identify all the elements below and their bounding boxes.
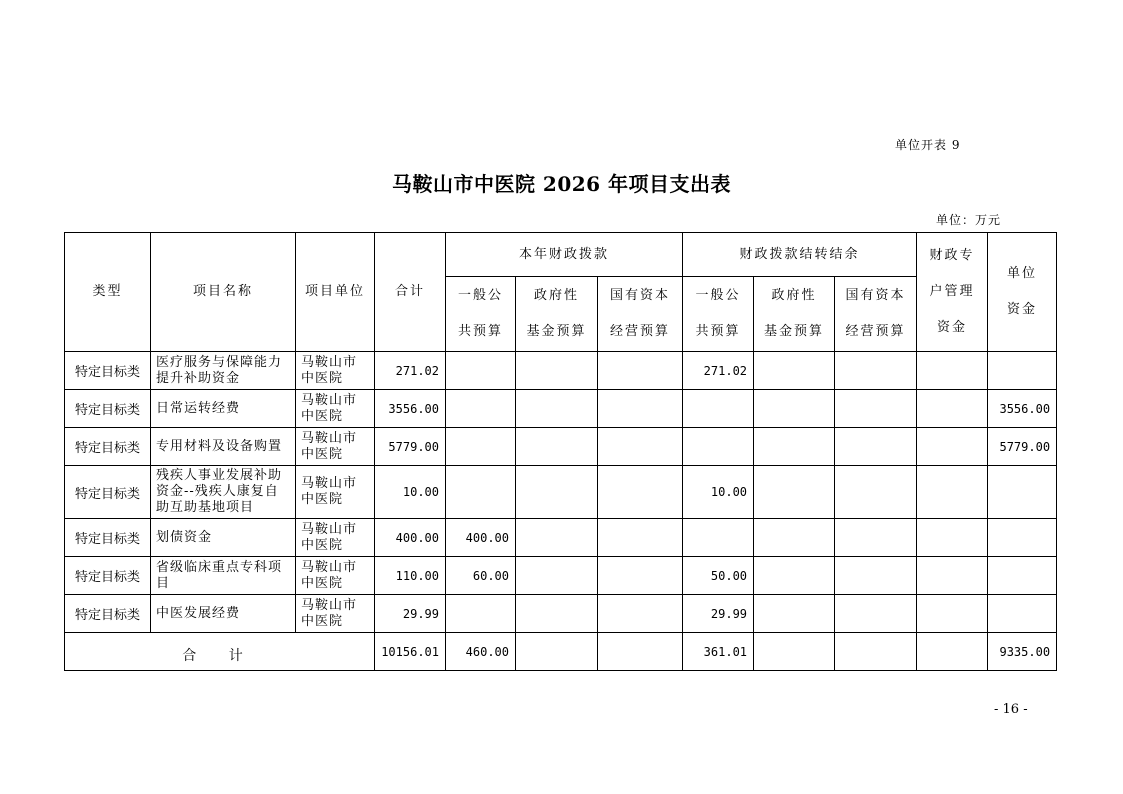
row-total: 271.02: [375, 352, 446, 390]
row-co-state: [835, 428, 917, 466]
row-co-gov: [754, 595, 835, 633]
header-type: 类型: [65, 233, 151, 352]
table-row: [65, 352, 1057, 390]
row-cy-general: [446, 352, 516, 390]
header-co-state-capital: 国有资本 经营预算: [835, 277, 917, 352]
header-project-name: 项目名称: [151, 233, 296, 352]
row-co-state: [835, 466, 917, 519]
table-row: [65, 390, 1057, 428]
row-project-name: 省级临床重点专科项目: [151, 557, 296, 595]
totals-co-gov: [754, 633, 835, 671]
row-co-gov: [754, 352, 835, 390]
row-cy-gov: [516, 390, 598, 428]
row-cy-general: [446, 390, 516, 428]
row-co-gov: [754, 466, 835, 519]
row-cy-general: 60.00: [446, 557, 516, 595]
row-special: [917, 519, 988, 557]
totals-unit-funds: 9335.00: [988, 633, 1057, 671]
totals-co-state: [835, 633, 917, 671]
row-special: [917, 352, 988, 390]
row-project-unit: 马鞍山市中医院: [296, 595, 375, 633]
header-co-gov-fund: 政府性 基金预算: [754, 277, 835, 352]
row-co-general: 10.00: [683, 466, 754, 519]
row-co-state: [835, 352, 917, 390]
row-type: 特定目标类: [65, 557, 151, 595]
row-type: 特定目标类: [65, 428, 151, 466]
row-cy-general: [446, 466, 516, 519]
page-number: - 16 -: [994, 702, 1028, 717]
totals-cy-general: 460.00: [446, 633, 516, 671]
row-cy-general: [446, 428, 516, 466]
row-cy-state: [598, 352, 683, 390]
row-co-gov: [754, 519, 835, 557]
row-cy-state: [598, 390, 683, 428]
table-row: [65, 595, 1057, 633]
table-row: [65, 428, 1057, 466]
row-co-general: 29.99: [683, 595, 754, 633]
row-project-unit: 马鞍山市中医院: [296, 352, 375, 390]
row-project-name: 医疗服务与保障能力提升补助资金: [151, 352, 296, 390]
row-cy-state: [598, 519, 683, 557]
page-title: 马鞍山市中医院 2026 年项目支出表: [391, 172, 732, 196]
row-cy-state: [598, 557, 683, 595]
header-special-account: 财政专 户管理 资金: [917, 233, 988, 352]
row-co-general: 50.00: [683, 557, 754, 595]
row-co-general: [683, 390, 754, 428]
row-cy-state: [598, 466, 683, 519]
form-number: 单位开表 9: [895, 138, 961, 152]
totals-cy-gov: [516, 633, 598, 671]
header-cy-state-capital: 国有资本 经营预算: [598, 277, 683, 352]
header-cy-general: 一般公 共预算: [446, 277, 516, 352]
totals-co-general: 361.01: [683, 633, 754, 671]
row-co-state: [835, 390, 917, 428]
row-project-name: 划债资金: [151, 519, 296, 557]
row-total: 400.00: [375, 519, 446, 557]
row-project-name: 中医发展经费: [151, 595, 296, 633]
row-special: [917, 466, 988, 519]
row-cy-gov: [516, 466, 598, 519]
row-project-name: 日常运转经费: [151, 390, 296, 428]
row-project-unit: 马鞍山市中医院: [296, 557, 375, 595]
row-cy-gov: [516, 352, 598, 390]
row-co-gov: [754, 428, 835, 466]
row-cy-gov: [516, 519, 598, 557]
row-unit-funds: [988, 595, 1057, 633]
table-row: [65, 466, 1057, 519]
header-total: 合计: [375, 233, 446, 352]
table-row: [65, 519, 1057, 557]
project-expenditure-table: [64, 232, 1057, 671]
row-total: 110.00: [375, 557, 446, 595]
row-type: 特定目标类: [65, 390, 151, 428]
row-co-state: [835, 519, 917, 557]
row-cy-general: [446, 595, 516, 633]
row-project-name: 残疾人事业发展补助资金--残疾人康复自助互助基地项目: [151, 466, 296, 519]
row-co-state: [835, 557, 917, 595]
header-unit-funds: 单位 资金: [988, 233, 1057, 352]
row-project-name: 专用材料及设备购置: [151, 428, 296, 466]
row-cy-general: 400.00: [446, 519, 516, 557]
totals-row: [65, 633, 1057, 671]
row-co-gov: [754, 557, 835, 595]
row-unit-funds: [988, 466, 1057, 519]
row-special: [917, 557, 988, 595]
row-cy-gov: [516, 428, 598, 466]
row-type: 特定目标类: [65, 595, 151, 633]
row-cy-gov: [516, 595, 598, 633]
row-project-unit: 马鞍山市中医院: [296, 466, 375, 519]
totals-label: 合 计: [65, 633, 375, 671]
row-type: 特定目标类: [65, 519, 151, 557]
row-co-state: [835, 595, 917, 633]
row-special: [917, 595, 988, 633]
totals-cy-state: [598, 633, 683, 671]
row-cy-state: [598, 428, 683, 466]
row-total: 10.00: [375, 466, 446, 519]
totals-special: [917, 633, 988, 671]
row-special: [917, 390, 988, 428]
header-current-year-group: 本年财政拨款: [446, 233, 683, 277]
row-cy-gov: [516, 557, 598, 595]
totals-total: 10156.01: [375, 633, 446, 671]
header-co-general: 一般公 共预算: [683, 277, 754, 352]
row-project-unit: 马鞍山市中医院: [296, 390, 375, 428]
row-co-gov: [754, 390, 835, 428]
unit-note: 单位：万元: [936, 213, 1002, 227]
row-type: 特定目标类: [65, 352, 151, 390]
table-row: [65, 557, 1057, 595]
row-type: 特定目标类: [65, 466, 151, 519]
row-unit-funds: [988, 352, 1057, 390]
row-unit-funds: [988, 557, 1057, 595]
header-project-unit: 项目单位: [296, 233, 375, 352]
row-cy-state: [598, 595, 683, 633]
row-total: 3556.00: [375, 390, 446, 428]
header-cy-gov-fund: 政府性 基金预算: [516, 277, 598, 352]
row-unit-funds: [988, 519, 1057, 557]
header-carryover-group: 财政拨款结转结余: [683, 233, 917, 277]
row-unit-funds: 5779.00: [988, 428, 1057, 466]
row-special: [917, 428, 988, 466]
row-total: 5779.00: [375, 428, 446, 466]
row-project-unit: 马鞍山市中医院: [296, 519, 375, 557]
row-co-general: 271.02: [683, 352, 754, 390]
row-project-unit: 马鞍山市中医院: [296, 428, 375, 466]
row-co-general: [683, 519, 754, 557]
row-unit-funds: 3556.00: [988, 390, 1057, 428]
row-total: 29.99: [375, 595, 446, 633]
row-co-general: [683, 428, 754, 466]
